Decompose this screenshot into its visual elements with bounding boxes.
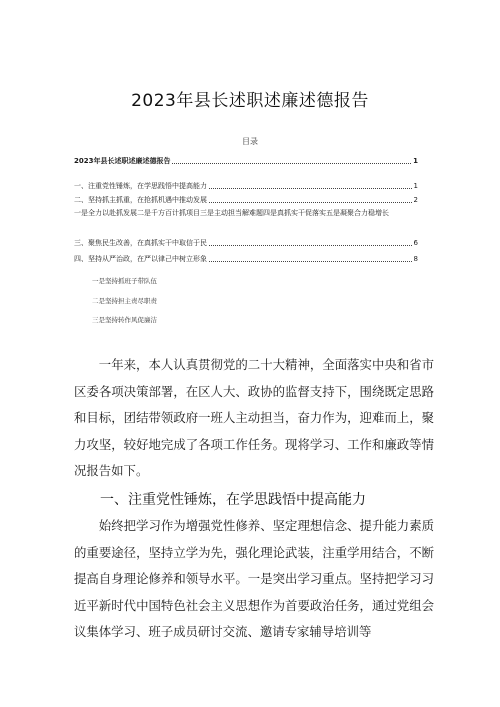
- document-title: 2023年县长述职述廉述德报告: [131, 91, 369, 111]
- toc-leader-dots: [172, 163, 411, 164]
- toc-sub-entry[interactable]: 二是坚持担主责尽职责: [92, 297, 157, 305]
- toc-entry-label: 2023年县长述职述廉述德报告: [74, 157, 171, 165]
- intro-paragraph: [74, 352, 434, 485]
- toc-entry-page: 2: [413, 196, 418, 204]
- section-1-paragraph: [74, 513, 434, 646]
- toc-entry-page: 8: [413, 255, 418, 263]
- intro-paragraph-text: 一年来，本人认真贯彻党的二十大精神，全面落实中央和省市区委各项决策部署，在区人大、政协的监督支持下，围绕既定思路和目标，团结带领政府一班人主动担当，奋力作为，迎难而上，聚力攻坚，较好地完成了各项工作任务。现将学习、工作和廉政等情况报告如下。: [74, 357, 434, 478]
- toc-entry-label: 四、坚持从严治政，在严以律己中树立形象: [74, 255, 207, 263]
- section-1-paragraph-text: 始终把学习作为增强党性修养、坚定理想信念、提升能力素质的重要途径，坚持立学为先，强化理论武装，注重学用结合，不断提高自身理论修养和领导水平。一是突出学习重点。坚持把学习习近平新时代中国特色社会主义思想作为首要政治任务，通过党组会议集体学习、班子成员研讨交流、邀请专家辅导培训等: [74, 518, 434, 639]
- toc-sub-entry[interactable]: 三是坚持转作风促廉洁: [92, 316, 157, 324]
- toc-leader-dots: [209, 245, 412, 246]
- toc-entry-page: 1: [413, 182, 418, 190]
- toc-entry-section-2-items[interactable]: 一是全力以赴抓发展二是千方百计抓项目三是主动担当解难题四是真抓实干促落实五是凝聚合力稳增长: [74, 209, 389, 217]
- toc-heading: 目录: [242, 137, 258, 146]
- toc-leader-dots: [209, 202, 412, 203]
- toc-entry-section-3[interactable]: [74, 236, 418, 248]
- toc-leader-dots: [209, 261, 412, 262]
- toc-entry-label: 二、坚持抓主抓重，在抢抓机遇中推动发展: [74, 196, 207, 204]
- toc-entry-label: 一、注重党性锤炼，在学思践悟中提高能力: [74, 182, 207, 190]
- toc-leader-dots: [209, 188, 412, 189]
- toc-entry-section-2[interactable]: [74, 193, 418, 205]
- toc-entry-page: 1: [413, 157, 418, 165]
- toc-entry-section-4[interactable]: [74, 252, 418, 264]
- toc-entry-title[interactable]: [74, 154, 418, 166]
- section-1-heading: 一、注重党性锤炼，在学思践悟中提高能力: [100, 492, 366, 508]
- toc-entry-label: 三、聚焦民生改善，在真抓实干中取信于民: [74, 239, 207, 247]
- toc-sub-entry[interactable]: 一是坚持抓班子带队伍: [92, 277, 157, 285]
- toc-entry-section-1[interactable]: [74, 179, 418, 191]
- toc-entry-page: 6: [413, 239, 418, 247]
